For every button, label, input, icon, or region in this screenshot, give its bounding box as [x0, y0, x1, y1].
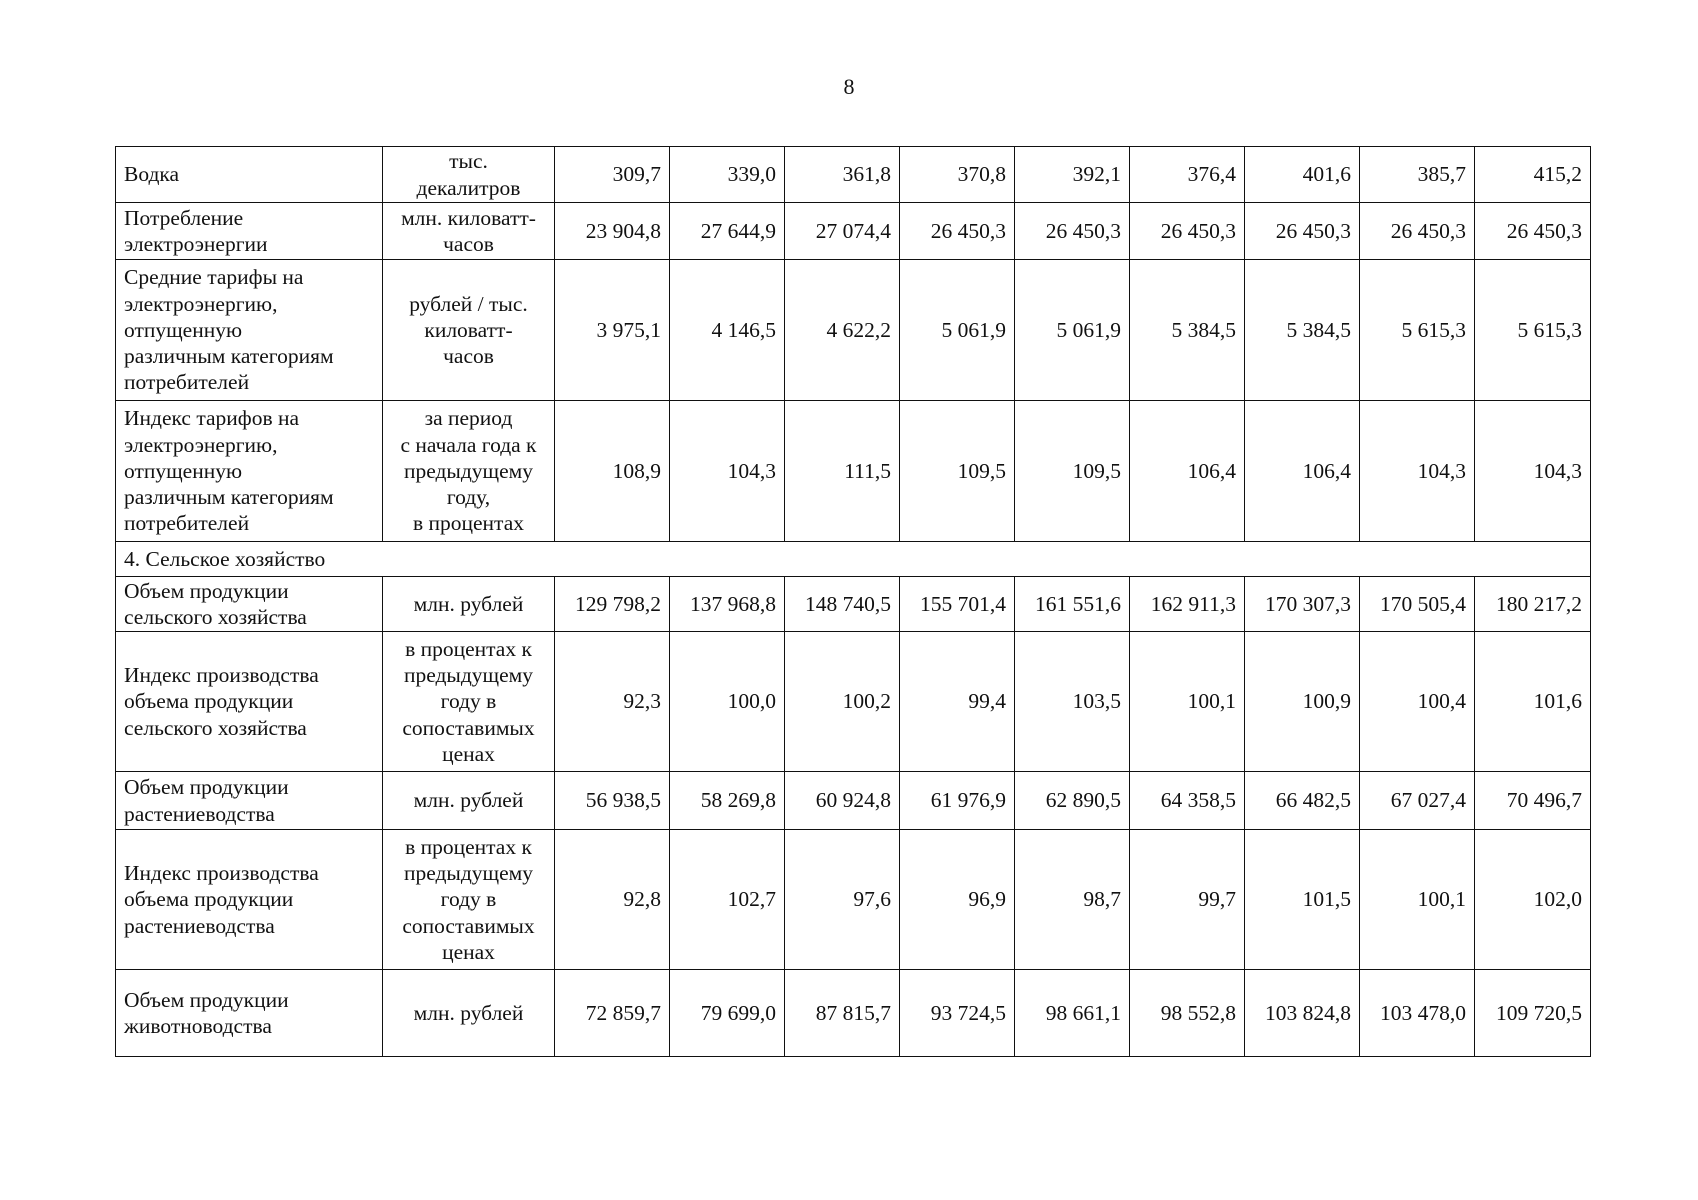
value-cell: 109 720,5: [1475, 970, 1591, 1057]
indicator-unit: в процентах к предыдущему году в сопоставимых ценах: [383, 632, 555, 772]
value-cell: 4 146,5: [670, 260, 785, 401]
value-cell: 129 798,2: [555, 577, 670, 632]
value-cell: 79 699,0: [670, 970, 785, 1057]
table-row: [116, 772, 1591, 830]
value-cell: 26 450,3: [900, 203, 1015, 260]
value-cell: 92,8: [555, 830, 670, 970]
value-cell: 109,5: [1015, 401, 1130, 542]
value-cell: 5 384,5: [1130, 260, 1245, 401]
value-cell: 339,0: [670, 147, 785, 203]
value-cell: 5 615,3: [1360, 260, 1475, 401]
value-cell: 60 924,8: [785, 772, 900, 830]
section-title: 4. Сельское хозяйство: [116, 542, 1591, 577]
value-cell: 102,0: [1475, 830, 1591, 970]
value-cell: 155 701,4: [900, 577, 1015, 632]
value-cell: 106,4: [1130, 401, 1245, 542]
value-cell: 102,7: [670, 830, 785, 970]
value-cell: 5 615,3: [1475, 260, 1591, 401]
page-number: 8: [843, 74, 855, 99]
value-cell: 67 027,4: [1360, 772, 1475, 830]
value-cell: 100,2: [785, 632, 900, 772]
indicator-unit: млн. рублей: [383, 772, 555, 830]
value-cell: 148 740,5: [785, 577, 900, 632]
value-cell: 111,5: [785, 401, 900, 542]
table-row: [116, 632, 1591, 772]
value-cell: 361,8: [785, 147, 900, 203]
value-cell: 64 358,5: [1130, 772, 1245, 830]
value-cell: 3 975,1: [555, 260, 670, 401]
indicator-unit: рублей / тыс. киловатт- часов: [383, 260, 555, 401]
value-cell: 87 815,7: [785, 970, 900, 1057]
value-cell: 66 482,5: [1245, 772, 1360, 830]
value-cell: 161 551,6: [1015, 577, 1130, 632]
table-row: [116, 577, 1591, 632]
value-cell: 56 938,5: [555, 772, 670, 830]
table-row: [116, 147, 1591, 203]
indicator-unit: млн. рублей: [383, 577, 555, 632]
value-cell: 4 622,2: [785, 260, 900, 401]
value-cell: 103,5: [1015, 632, 1130, 772]
table-row: [116, 830, 1591, 970]
value-cell: 137 968,8: [670, 577, 785, 632]
value-cell: 92,3: [555, 632, 670, 772]
indicator-name: Индекс производства объема продукции растениеводства: [116, 830, 383, 970]
indicator-name: Индекс тарифов на электроэнергию, отпущенную различным категориям потребителей: [116, 401, 383, 542]
section-row: [116, 542, 1591, 577]
indicator-unit: млн. киловатт- часов: [383, 203, 555, 260]
indicator-name: Объем продукции растениеводства: [116, 772, 383, 830]
value-cell: 108,9: [555, 401, 670, 542]
value-cell: 103 824,8: [1245, 970, 1360, 1057]
value-cell: 100,4: [1360, 632, 1475, 772]
value-cell: 103 478,0: [1360, 970, 1475, 1057]
indicator-unit: тыс. декалитров: [383, 147, 555, 203]
value-cell: 26 450,3: [1015, 203, 1130, 260]
value-cell: 170 307,3: [1245, 577, 1360, 632]
indicators-table: [115, 146, 1591, 1057]
value-cell: 392,1: [1015, 147, 1130, 203]
value-cell: 26 450,3: [1130, 203, 1245, 260]
value-cell: 170 505,4: [1360, 577, 1475, 632]
value-cell: 101,6: [1475, 632, 1591, 772]
value-cell: 104,3: [670, 401, 785, 542]
value-cell: 27 644,9: [670, 203, 785, 260]
indicator-name: Объем продукции сельского хозяйства: [116, 577, 383, 632]
indicator-name: Индекс производства объема продукции сельского хозяйства: [116, 632, 383, 772]
indicator-name: Объем продукции животноводства: [116, 970, 383, 1057]
table-row: [116, 401, 1591, 542]
value-cell: 415,2: [1475, 147, 1591, 203]
indicator-name: Водка: [116, 147, 383, 203]
table-row: [116, 260, 1591, 401]
indicator-unit: млн. рублей: [383, 970, 555, 1057]
value-cell: 109,5: [900, 401, 1015, 542]
value-cell: 96,9: [900, 830, 1015, 970]
value-cell: 26 450,3: [1475, 203, 1591, 260]
value-cell: 27 074,4: [785, 203, 900, 260]
value-cell: 180 217,2: [1475, 577, 1591, 632]
indicator-unit: за период с начала года к предыдущему году, в процентах: [383, 401, 555, 542]
indicator-name: Средние тарифы на электроэнергию, отпущенную различным категориям потребителей: [116, 260, 383, 401]
value-cell: 99,7: [1130, 830, 1245, 970]
value-cell: 5 061,9: [900, 260, 1015, 401]
value-cell: 101,5: [1245, 830, 1360, 970]
value-cell: 100,1: [1130, 632, 1245, 772]
value-cell: 70 496,7: [1475, 772, 1591, 830]
value-cell: 98 661,1: [1015, 970, 1130, 1057]
table-row: [116, 203, 1591, 260]
value-cell: 98,7: [1015, 830, 1130, 970]
indicator-name: Потребление электроэнергии: [116, 203, 383, 260]
value-cell: 100,1: [1360, 830, 1475, 970]
value-cell: 309,7: [555, 147, 670, 203]
indicator-unit: в процентах к предыдущему году в сопоставимых ценах: [383, 830, 555, 970]
value-cell: 72 859,7: [555, 970, 670, 1057]
value-cell: 104,3: [1475, 401, 1591, 542]
value-cell: 385,7: [1360, 147, 1475, 203]
value-cell: 58 269,8: [670, 772, 785, 830]
value-cell: 376,4: [1130, 147, 1245, 203]
value-cell: 93 724,5: [900, 970, 1015, 1057]
value-cell: 370,8: [900, 147, 1015, 203]
value-cell: 23 904,8: [555, 203, 670, 260]
value-cell: 106,4: [1245, 401, 1360, 542]
value-cell: 162 911,3: [1130, 577, 1245, 632]
value-cell: 100,9: [1245, 632, 1360, 772]
value-cell: 26 450,3: [1360, 203, 1475, 260]
value-cell: 401,6: [1245, 147, 1360, 203]
value-cell: 62 890,5: [1015, 772, 1130, 830]
value-cell: 99,4: [900, 632, 1015, 772]
table-row: [116, 970, 1591, 1057]
value-cell: 61 976,9: [900, 772, 1015, 830]
value-cell: 98 552,8: [1130, 970, 1245, 1057]
value-cell: 5 061,9: [1015, 260, 1130, 401]
value-cell: 26 450,3: [1245, 203, 1360, 260]
value-cell: 97,6: [785, 830, 900, 970]
value-cell: 104,3: [1360, 401, 1475, 542]
value-cell: 5 384,5: [1245, 260, 1360, 401]
value-cell: 100,0: [670, 632, 785, 772]
